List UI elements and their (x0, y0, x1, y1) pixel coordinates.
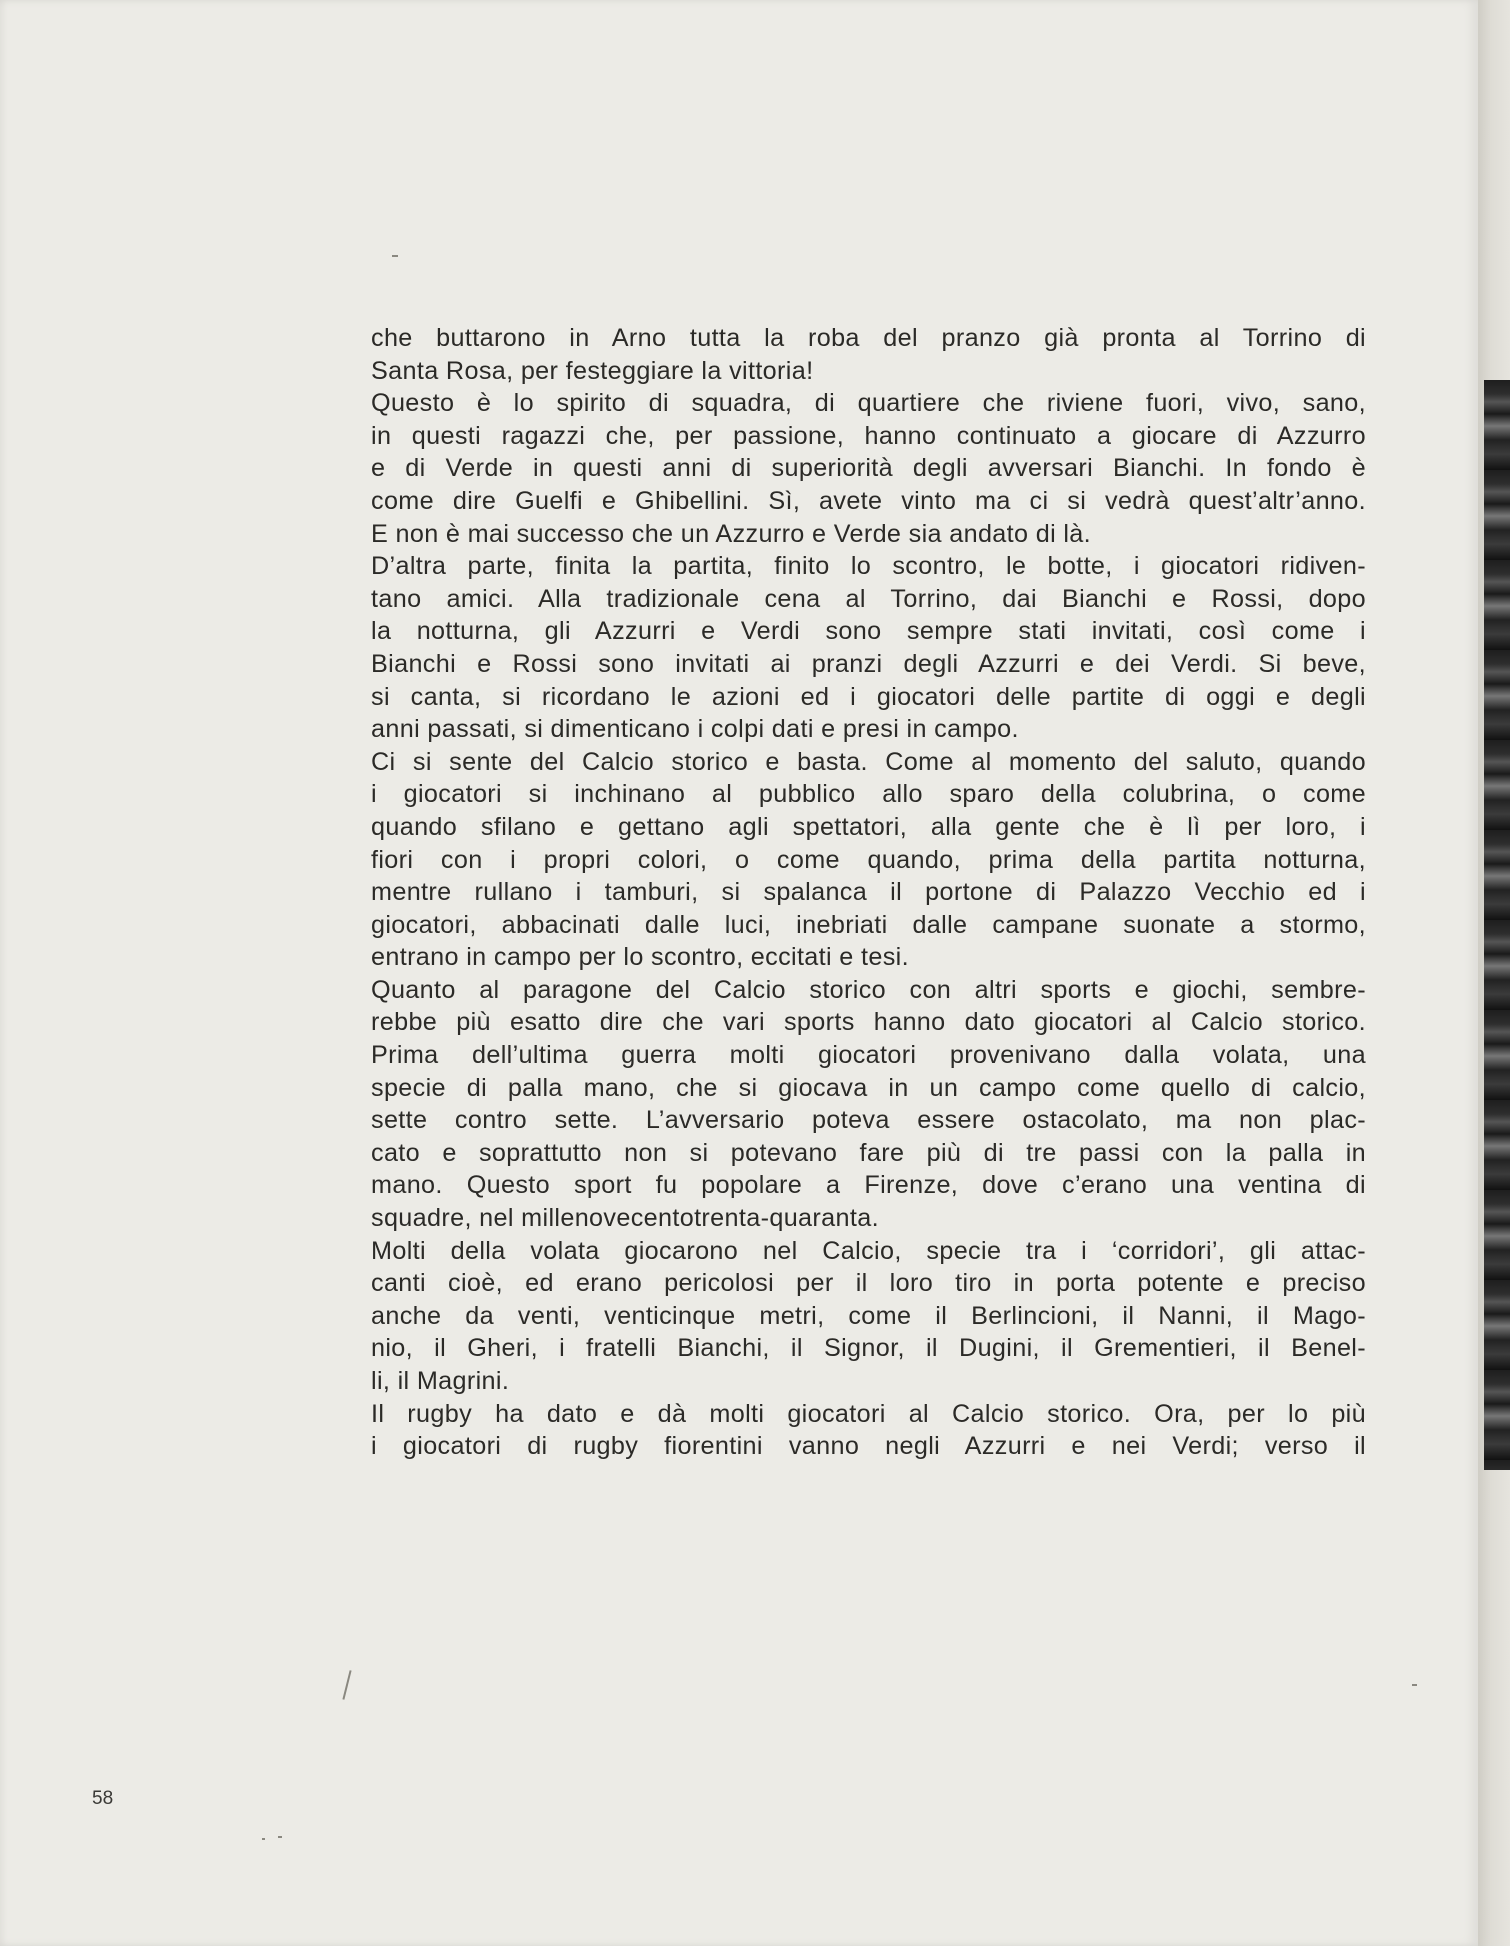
text-line: entrano in campo per lo scontro, eccitati e tesi. (371, 943, 909, 972)
text-line: Molti della volata giocarono nel Calcio, specie tra i ‘corridori’, gli attac- (371, 1236, 1366, 1265)
paper-speck (342, 1670, 351, 1700)
text-line: nio, il Gheri, i fratelli Bianchi, il Signor, il Dugini, il Grementieri, il Benel- (371, 1334, 1366, 1363)
text-line: Santa Rosa, per festeggiare la vittoria! (371, 356, 814, 385)
text-line: in questi ragazzi che, per passione, hanno continuato a giocare di Azzurro (371, 421, 1366, 450)
text-line: i giocatori di rugby fiorentini vanno negli Azzurri e nei Verdi; verso il (371, 1432, 1366, 1461)
text-line: canti cioè, ed erano pericolosi per il loro tiro in porta potente e preciso (371, 1269, 1366, 1298)
paper-speck (262, 1838, 265, 1840)
text-line: anche da venti, venticinque metri, come il Berlincioni, il Nanni, il Mago- (371, 1301, 1366, 1330)
text-line: D’altra parte, finita la partita, finito lo scontro, le botte, i giocatori ridiven- (371, 552, 1366, 581)
adjacent-photo-strip (1484, 380, 1510, 1470)
text-line: li, il Magrini. (371, 1367, 510, 1395)
text-line: come dire Guelfi e Ghibellini. Sì, avete vinto ma ci si vedrà quest’altr’anno. (371, 486, 1366, 515)
text-line: la notturna, gli Azzurri e Verdi sono sempre stati invitati, così come i (371, 617, 1366, 646)
text-line: squadre, nel millenovecentotrenta-quaranta. (371, 1204, 879, 1233)
text-line: cato e soprattutto non si potevano fare più di tre passi con la palla in (371, 1138, 1366, 1167)
text-line: Questo è lo spirito di squadra, di quartiere che riviene fuori, vivo, sano, (371, 389, 1366, 418)
text-line: mano. Questo sport fu popolare a Firenze, dove c’erano una ventina di (371, 1171, 1366, 1200)
text-line: E non è mai successo che un Azzurro e Verde sia andato di là. (371, 519, 1092, 548)
text-line: si canta, si ricordano le azioni ed i giocatori delle partite di oggi e degli (371, 682, 1366, 711)
text-line: Ci si sente del Calcio storico e basta. Come al momento del saluto, quando (371, 747, 1366, 776)
text-line: Quanto al paragone del Calcio storico con altri sports e giochi, sembre- (371, 975, 1366, 1004)
text-line: fiori con i propri colori, o come quando, prima della partita notturna, (371, 845, 1366, 874)
text-line: sette contro sette. L’avversario poteva essere ostacolato, ma non plac- (371, 1106, 1366, 1135)
paper-speck (392, 255, 398, 257)
text-line: giocatori, abbacinati dalle luci, inebriati dalle campane suonate a stormo, (371, 910, 1366, 939)
paper-speck (1412, 1684, 1417, 1686)
text-line: mentre rullano i tamburi, si spalanca il portone di Palazzo Vecchio ed i (371, 878, 1366, 907)
text-line: anni passati, si dimenticano i colpi dati e presi in campo. (371, 715, 1019, 744)
body-text (371, 322, 1366, 1463)
text-line: specie di palla mano, che si giocava in un campo come quello di calcio, (371, 1073, 1366, 1102)
paper-speck (278, 1836, 282, 1838)
text-line: Prima dell’ultima guerra molti giocatori provenivano dalla volata, una (371, 1041, 1366, 1070)
text-line: che buttarono in Arno tutta la roba del pranzo già pronta al Torrino di (371, 324, 1366, 352)
text-line: quando sfilano e gettano agli spettatori, alla gente che è lì per loro, i (371, 812, 1366, 841)
text-line: Bianchi e Rossi sono invitati ai pranzi degli Azzurri e dei Verdi. Si beve, (371, 649, 1366, 678)
text-line: rebbe più esatto dire che vari sports hanno dato giocatori al Calcio storico. (371, 1008, 1366, 1037)
text-line: i giocatori si inchinano al pubblico allo sparo della colubrina, o come (371, 780, 1366, 809)
text-line: Il rugby ha dato e dà molti giocatori al Calcio storico. Ora, per lo più (371, 1399, 1366, 1428)
text-line: e di Verde in questi anni di superiorità degli avversari Bianchi. In fondo è (371, 454, 1366, 483)
text-line: tano amici. Alla tradizionale cena al Torrino, dai Bianchi e Rossi, dopo (371, 584, 1366, 613)
page-number: 58 (92, 1788, 114, 1809)
